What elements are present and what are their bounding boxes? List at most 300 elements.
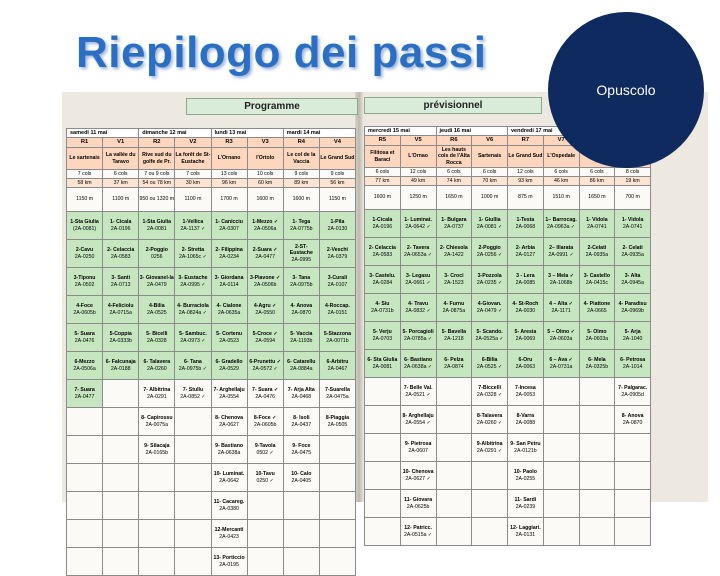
- pass-code: 2A-0975b ✓: [178, 365, 208, 372]
- pass-code: 2A-1171: [551, 307, 571, 314]
- pass-cell: [543, 294, 579, 322]
- route-name: l'Ortolo: [247, 148, 283, 170]
- pass-cell: [365, 518, 401, 546]
- col-count: 7 ou 9 cols: [139, 170, 175, 179]
- pass-code: 2A-0475: [291, 449, 312, 456]
- pass-code: 2A-0069: [515, 335, 536, 342]
- pass-name: 7-Suarella: [325, 387, 350, 394]
- pass-cell: [139, 548, 175, 576]
- pass-cell: [400, 210, 436, 238]
- route-name: Le sartenais: [67, 148, 103, 170]
- pass-code: 2A-0235 ✓: [476, 279, 503, 286]
- pass-name: 3- Tana: [292, 275, 311, 282]
- pass-name: 2-Suara ✓: [252, 247, 278, 254]
- pass-cell: [543, 490, 579, 518]
- pass-cell: [67, 380, 103, 408]
- pass-cell: [283, 268, 319, 296]
- pass-name: 3 - Lera: [516, 273, 535, 280]
- pass-code: 2A-0081: [147, 225, 167, 232]
- pass-cell: [615, 322, 651, 350]
- route-code: V2: [175, 138, 211, 148]
- pass-code: 2A-0605b: [253, 421, 277, 428]
- pass-code: 2A-0572 ✓: [252, 365, 278, 372]
- pass-code: 2A-0196: [110, 225, 131, 232]
- pass-name: 12- Patricc.: [404, 525, 432, 532]
- pass-name: 3- Eustache: [178, 275, 208, 282]
- pass-cell: [247, 436, 283, 464]
- pass-code: 2A-1193b: [290, 337, 313, 344]
- pass-cell: [175, 548, 211, 576]
- pass-cell: [615, 238, 651, 266]
- altitude: 1510 m: [543, 186, 579, 210]
- pass-name: 2- Celaccia: [368, 245, 396, 252]
- pass-cell: [436, 266, 472, 294]
- col-count: 9 cols: [283, 170, 319, 179]
- pass-name: 1-Mezzo ✓: [252, 219, 279, 226]
- pass-name: 10- Paolo: [513, 469, 537, 476]
- pass-name: 4 – Alta ✓: [549, 301, 574, 308]
- distance: 89 km: [283, 179, 319, 188]
- pass-cell: [472, 322, 508, 350]
- pass-code: 2A-0380: [219, 505, 239, 512]
- pass-name: 4-Roccap.: [325, 303, 350, 310]
- pass-cell: [472, 490, 508, 518]
- pass-code: 2A-0506b: [253, 281, 277, 288]
- route-code: V1: [103, 138, 139, 148]
- pass-cell: [247, 212, 283, 240]
- pass-cell: [543, 350, 579, 378]
- pass-cell: [579, 238, 615, 266]
- pass-cell: [400, 378, 436, 406]
- pass-name: 8- Anova: [621, 413, 644, 420]
- pass-code: 2A-0476: [74, 337, 95, 344]
- pass-code: 2A-0945a: [621, 279, 644, 286]
- pass-name: 5- Arja: [624, 329, 641, 336]
- pass-name: 1-Sta Giulia: [70, 219, 99, 226]
- pass-cell: [211, 492, 247, 520]
- pass-code: 2A-0405: [291, 477, 312, 484]
- pass-cell: [365, 350, 401, 378]
- pass-name: 2- Filippina: [215, 247, 243, 254]
- pass-code: 2A-0325b: [585, 363, 609, 370]
- pass-cell: [543, 378, 579, 406]
- pass-cell: [247, 240, 283, 268]
- pass-cell: [247, 352, 283, 380]
- pass-cell: [103, 464, 139, 492]
- pass-code: 2A-0525 ✓: [476, 363, 503, 370]
- pass-code: 2A-0063: [515, 363, 536, 370]
- pass-cell: [283, 324, 319, 352]
- altitude: 1650 m: [579, 186, 615, 210]
- pass-code: 2A-0234: [219, 253, 239, 260]
- table-row: [365, 322, 651, 350]
- distance-row: [365, 177, 651, 186]
- table-row: [365, 350, 651, 378]
- pass-cell: [436, 462, 472, 490]
- pass-name: 1- Luminat.: [404, 217, 432, 224]
- pass-name: 5- Bavella: [441, 329, 466, 336]
- pass-cell: [319, 380, 355, 408]
- pass-name: 6-Oru: [518, 357, 533, 364]
- pass-cell: [436, 238, 472, 266]
- pass-code: 2A-0088: [515, 419, 536, 426]
- pass-code: 2A-0333b: [109, 337, 132, 344]
- table-row: [365, 406, 651, 434]
- pass-name: 5- Porcagioli: [402, 329, 434, 336]
- pass-code: 2A-0437: [291, 421, 312, 428]
- pass-cell: [615, 294, 651, 322]
- pass-code: 2A-0852 ✓: [180, 393, 206, 400]
- booklet-fold: [355, 92, 363, 502]
- col-count: 6 cols: [579, 168, 615, 177]
- altitude: 1000 m: [472, 186, 508, 210]
- pass-code: 2A-0053: [515, 391, 536, 398]
- pass-code: 2A-0995: [291, 256, 312, 263]
- pass-code: 2A-0870: [291, 309, 312, 316]
- pass-code: 2A-0638a: [217, 449, 241, 456]
- pass-code: 2A-0255: [515, 475, 536, 482]
- pass-name: 6 – Ava ✓: [549, 357, 573, 364]
- pass-name: 7- Stullu: [182, 387, 204, 394]
- pass-code: 2A-0521 ✓: [405, 391, 431, 398]
- route-name: L'Ornao: [400, 146, 436, 168]
- pass-cell: [400, 266, 436, 294]
- pass-cell: [365, 434, 401, 462]
- pass-cell: [175, 352, 211, 380]
- pass-code: 2A-0328: [147, 337, 167, 344]
- pass-cell: [436, 406, 472, 434]
- pass-cell: [472, 210, 508, 238]
- pass-cell: [211, 436, 247, 464]
- pass-name: 10-Tavu: [255, 471, 275, 478]
- route-code: R6: [436, 136, 472, 146]
- table-row: [365, 266, 651, 294]
- pass-code: 2A-0502: [74, 281, 95, 288]
- pass-cell: [247, 324, 283, 352]
- pass-code: 2A-0975b: [290, 281, 313, 288]
- pass-cell: [436, 294, 472, 322]
- distance: 96 km: [211, 179, 247, 188]
- pass-cell: [103, 268, 139, 296]
- distance: 93 km: [508, 177, 544, 186]
- route-name: L'Ornano: [211, 148, 247, 170]
- pass-cell: [508, 238, 544, 266]
- route-name: Le Grand Sud: [508, 146, 544, 168]
- pass-cell: [579, 462, 615, 490]
- pass-name: 1-Vellica: [182, 219, 204, 226]
- pass-cell: [103, 408, 139, 436]
- pass-name: 9- Pietrosa: [404, 441, 432, 448]
- pass-code: 2A-0935a: [621, 251, 644, 258]
- route-code: V4: [319, 138, 355, 148]
- pass-name: 2-Celati: [587, 245, 607, 252]
- pass-cell: [247, 492, 283, 520]
- pass-code: 2A-0260: [147, 365, 167, 372]
- pass-code: 2A-0603a: [585, 335, 609, 342]
- pass-name: 13- Porticcio: [213, 555, 245, 562]
- altitude: 1600 m: [283, 188, 319, 212]
- pass-name: 5- Vaccia: [290, 331, 313, 338]
- pass-code: 2A-0665: [587, 307, 607, 314]
- pass-cell: [472, 266, 508, 294]
- pass-cell: [139, 268, 175, 296]
- pass-cell: [175, 492, 211, 520]
- table-row: [67, 212, 356, 240]
- pass-cell: [508, 210, 544, 238]
- pass-name: 9-Albitrina: [476, 441, 503, 448]
- table-row: [67, 436, 356, 464]
- pass-cell: [319, 520, 355, 548]
- pass-code: 2A-0114: [219, 281, 239, 288]
- pass-name: 10- Chenova: [402, 469, 434, 476]
- pass-code: 2A-0550: [255, 309, 275, 316]
- altitude: 875 m: [508, 186, 544, 210]
- pass-code: 2A-0935a: [585, 251, 609, 258]
- pass-name: 2-Veschi: [326, 247, 348, 254]
- pass-cell: [103, 380, 139, 408]
- pass-code: 2A-0603a: [549, 335, 573, 342]
- altitude: 1600 m: [365, 186, 401, 210]
- pass-code: 2A-1422: [444, 251, 464, 258]
- distance-row: [67, 179, 356, 188]
- pass-name: 6- Petrosa: [620, 357, 646, 364]
- pass-cell: [175, 436, 211, 464]
- pass-code: 2A-0188: [110, 365, 131, 372]
- pass-code: 2A-0196: [372, 223, 393, 230]
- pass-code: 2A-1040: [622, 335, 643, 342]
- pass-cell: [508, 378, 544, 406]
- pass-cell: [436, 518, 472, 546]
- pass-cell: [247, 548, 283, 576]
- pass-cell: [247, 268, 283, 296]
- pass-cell: [365, 294, 401, 322]
- pass-cell: [436, 350, 472, 378]
- pass-cell: [365, 266, 401, 294]
- route-name: L'Ospedale: [543, 146, 579, 168]
- pass-code: 2A-0506a: [253, 225, 277, 232]
- table-row: [67, 296, 356, 324]
- pass-code: 2A-0627 ✓: [405, 475, 431, 482]
- pass-cell: [543, 434, 579, 462]
- pass-code: 2A-0731a: [549, 363, 573, 370]
- pass-code: 2A-0085: [515, 279, 536, 286]
- pass-code: 2A-0479: [147, 281, 167, 288]
- pass-cell: [615, 518, 651, 546]
- pass-cell: [67, 296, 103, 324]
- pass-code: 2A-0713: [110, 281, 131, 288]
- pass-name: 7- Arghellaju: [213, 387, 245, 394]
- pass-cell: [103, 520, 139, 548]
- route-name: La vallée du Taravo: [103, 148, 139, 170]
- pass-code: 2A-0973 ✓: [180, 337, 206, 344]
- altitude-row: [67, 188, 356, 212]
- pass-name: 2-Poggio: [478, 245, 501, 252]
- pass-code: 2A-0477: [74, 393, 95, 400]
- pass-code: 2A-0824a ✓: [178, 309, 208, 316]
- distance: 86 km: [579, 177, 615, 186]
- pass-cell: [508, 490, 544, 518]
- pass-code: 2A-0260 ✓: [476, 419, 503, 426]
- pass-cell: [365, 490, 401, 518]
- pass-name: 6-Mezzo: [74, 359, 95, 366]
- altitude: 1650 m: [436, 186, 472, 210]
- altitude: 1100 m: [175, 188, 211, 212]
- pass-name: 7- Suara: [74, 387, 95, 394]
- pass-code: 2A-0479 ✓: [476, 307, 503, 314]
- table-row: [67, 464, 356, 492]
- pass-cell: [365, 406, 401, 434]
- pass-name: 1- Giullia: [478, 217, 501, 224]
- pass-cell: [103, 352, 139, 380]
- table-row: [67, 380, 356, 408]
- pass-name: 6- Catarellu: [287, 359, 316, 366]
- col-count: 12 cols: [508, 168, 544, 177]
- pass-name: 4- Cialone: [216, 303, 242, 310]
- pass-cell: [175, 464, 211, 492]
- col-count: 7 cols: [67, 170, 103, 179]
- pass-cell: [211, 240, 247, 268]
- pass-name: 8-Foce ✓: [253, 415, 277, 422]
- distance: 56 km: [319, 179, 355, 188]
- altitude: 1700 m: [211, 188, 247, 212]
- pass-cell: [67, 408, 103, 436]
- pass-name: 5-Stazzona: [323, 331, 351, 338]
- pass-code: 2A-0638a ✓: [403, 363, 433, 370]
- pass-cell: [175, 324, 211, 352]
- pass-name: 8-Talavera: [476, 413, 503, 420]
- pass-code: (2A-0081): [73, 225, 97, 232]
- pass-cell: [211, 464, 247, 492]
- col-count: 10 cols: [247, 170, 283, 179]
- pass-cell: [103, 548, 139, 576]
- pass-cell: [508, 434, 544, 462]
- pass-name: 5- Aresia: [514, 329, 537, 336]
- pass-cell: [579, 294, 615, 322]
- route-name: Sartenais: [472, 146, 508, 168]
- altitude: 1600 m: [247, 188, 283, 212]
- distance: 49 km: [400, 177, 436, 186]
- pass-cell: [543, 322, 579, 350]
- route-name: Le col de la Vaccia: [283, 148, 319, 170]
- route-name: Filitosa et Baraci: [365, 146, 401, 168]
- pass-code: 2A-1065c ✓: [178, 253, 207, 260]
- table-row: [67, 520, 356, 548]
- pass-name: 4-Foce: [76, 303, 93, 310]
- pass-code: 2A-0130: [327, 225, 348, 232]
- pass-code: 2A-0291: [147, 393, 167, 400]
- table-row: [365, 490, 651, 518]
- pass-cell: [319, 464, 355, 492]
- pass-name: 9-Tavola: [254, 443, 276, 450]
- pass-cell: [365, 378, 401, 406]
- pass-code: 2A-0239: [515, 503, 536, 510]
- pass-name: 8- Chenova: [215, 415, 244, 422]
- pass-name: 3-Pozzola: [477, 273, 502, 280]
- pass-cell: [319, 408, 355, 436]
- pass-cell: [365, 462, 401, 490]
- pass-name: 4-Agru ✓: [253, 303, 277, 310]
- distance: 37 km: [103, 179, 139, 188]
- pass-name: 6- Gradello: [215, 359, 243, 366]
- pass-cell: [211, 520, 247, 548]
- pass-name: 10- Luminat.: [213, 471, 245, 478]
- pass-code: 2A-0127: [515, 251, 536, 258]
- pass-cell: [319, 212, 355, 240]
- pass-name: 7- Albitrina: [143, 387, 171, 394]
- pass-cell: [283, 212, 319, 240]
- schedule-table-right: [364, 126, 651, 546]
- pass-code: 2A-0875a: [442, 307, 466, 314]
- table-row: [67, 324, 356, 352]
- pass-code: 2A-0075a: [145, 421, 169, 428]
- pass-name: 2-ST-Eustache: [289, 244, 313, 257]
- pass-name: 1- Vidola: [586, 217, 608, 224]
- pass-code: 2A-0661 ✓: [405, 279, 431, 286]
- pass-cell: [579, 322, 615, 350]
- pass-cell: [400, 294, 436, 322]
- pass-cell: [283, 296, 319, 324]
- pass-cell: [103, 296, 139, 324]
- pass-code: 2A-1523: [444, 279, 464, 286]
- previsionnel-banner: prévisionnel: [364, 97, 542, 114]
- pass-code: 2A-0328 ✓: [476, 391, 503, 398]
- pass-cell: [67, 492, 103, 520]
- pass-code: 2A-0476: [255, 393, 275, 400]
- pass-cell: [283, 464, 319, 492]
- pass-cell: [508, 266, 544, 294]
- pass-cell: [283, 548, 319, 576]
- day-header: jeudi 16 mai: [436, 127, 508, 136]
- pass-name: 4- St-Roch: [512, 301, 539, 308]
- pass-name: 2-Cavu: [75, 247, 94, 254]
- day-header: vendredi 17 mai: [508, 127, 580, 136]
- pass-name: 1- Vidola: [621, 217, 644, 224]
- pass-code: 2A-0741: [622, 223, 643, 230]
- pass-code: 2A-0905d: [621, 391, 644, 398]
- col-count: 7 cols: [175, 170, 211, 179]
- altitude: 700 m: [615, 186, 651, 210]
- pass-cell: [436, 490, 472, 518]
- pass-cell: [508, 406, 544, 434]
- pass-cell: [103, 492, 139, 520]
- route-name: Le Grand Sud: [319, 148, 355, 170]
- pass-name: 3- Giordana: [214, 275, 244, 282]
- slide-title: Riepilogo dei passi: [76, 28, 487, 77]
- pass-name: 12- Laggiari.: [510, 525, 541, 532]
- pass-code: 2A-0165b: [145, 449, 169, 456]
- pass-cell: [103, 240, 139, 268]
- pass-code: 2A-0071b: [326, 337, 349, 344]
- route-name: La forêt de St-Eustache: [175, 148, 211, 170]
- altitude: 1150 m: [319, 188, 355, 212]
- pass-cell: [472, 518, 508, 546]
- pass-code: 2A-0715a: [109, 309, 132, 316]
- pass-name: 7- Suara ✓: [252, 387, 279, 394]
- pass-name: 3- Castello: [583, 273, 610, 280]
- pass-name: 4- Siu: [375, 301, 390, 308]
- pass-name: 2- Celati: [622, 245, 643, 252]
- pass-code: 2A-0627: [219, 421, 239, 428]
- pass-name: 3- Giovanel-la: [139, 275, 174, 282]
- pass-name: 4-Bilia: [149, 303, 165, 310]
- pass-code: 2A-0653a ✓: [403, 251, 433, 258]
- pass-code: 2A-0415c: [585, 279, 608, 286]
- pass-name: 3-Piavone ✓: [250, 275, 281, 282]
- pass-cell: [615, 462, 651, 490]
- pass-cell: [579, 490, 615, 518]
- pass-name: 2- Stretta: [181, 247, 205, 254]
- pass-cell: [319, 352, 355, 380]
